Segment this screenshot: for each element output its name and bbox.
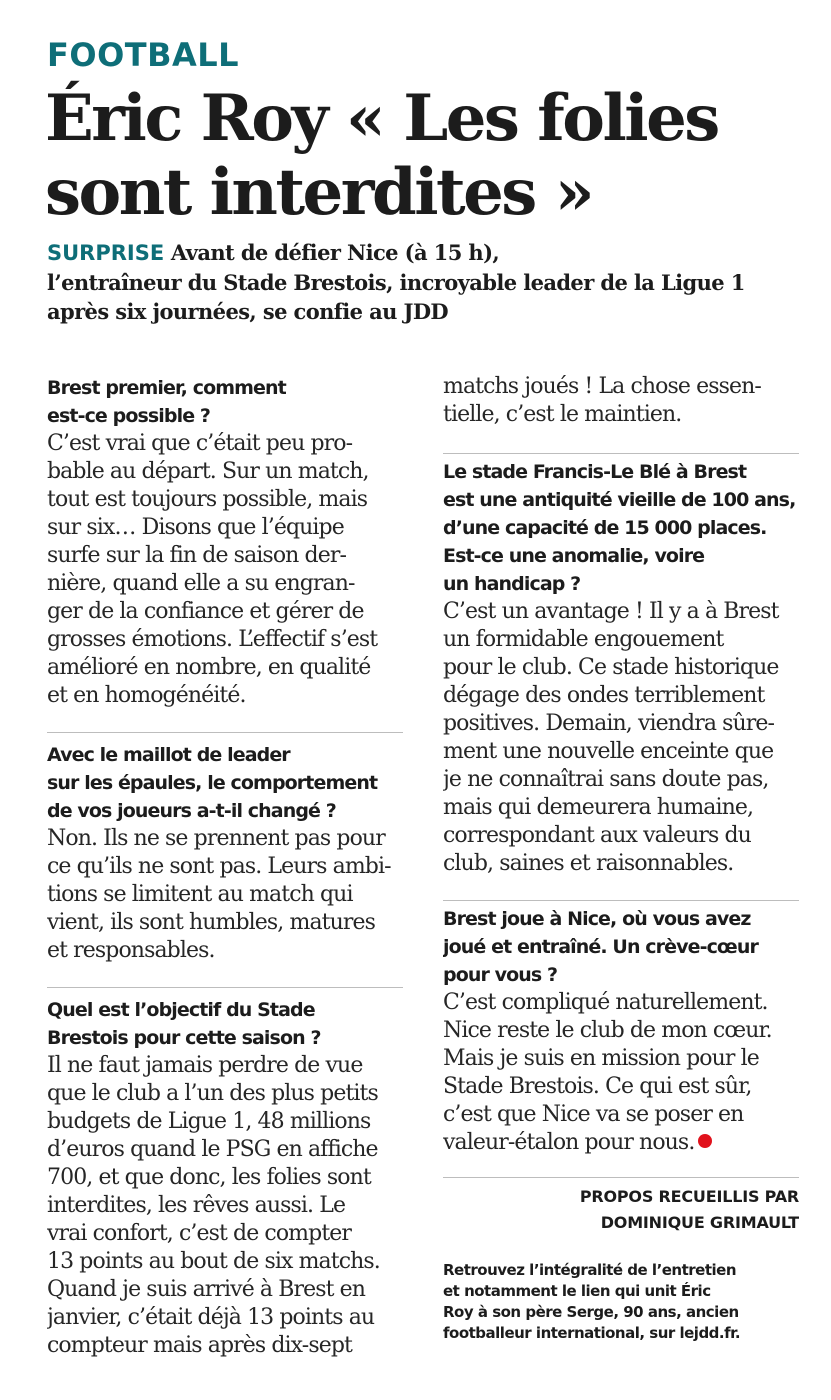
section-rubric: FOOTBALL bbox=[47, 36, 240, 74]
answer-line: je ne connaîtrai sans doute pas, bbox=[443, 767, 769, 792]
headline bbox=[45, 82, 825, 230]
answer-line: ment une nouvelle enceinte que bbox=[443, 739, 774, 764]
answer-line: positives. Demain, viendra sûre- bbox=[443, 711, 775, 736]
question-line: est-ce possible ? bbox=[47, 405, 211, 427]
answer-line: Nice reste le club de mon cœur. bbox=[443, 1018, 772, 1043]
answer-line: tout est toujours possible, mais bbox=[47, 487, 368, 512]
answer-line: c’est que Nice va se poser en bbox=[443, 1102, 744, 1127]
answer-line: Non. Ils ne se prennent pas pour bbox=[47, 826, 385, 851]
answer-line: compteur mais après dix-sept bbox=[47, 1333, 352, 1358]
answer-line: C’est vrai que c’était peu pro- bbox=[47, 431, 353, 456]
answer-line: pour le club. Ce stade historique bbox=[443, 655, 779, 680]
divider bbox=[443, 900, 799, 901]
answer-2 bbox=[47, 825, 403, 965]
standfirst-line: après six journées, se confie au JDD bbox=[47, 299, 449, 324]
answer-line: surfe sur la fin de saison der- bbox=[47, 543, 346, 568]
headline-line: sont interdites » bbox=[45, 155, 593, 230]
question-line: d’une capacité de 15 000 places. bbox=[443, 517, 767, 539]
answer-3-continued bbox=[443, 373, 799, 429]
answer-line: et responsables. bbox=[47, 938, 215, 963]
answer-line: vient, ils sont humbles, matures bbox=[47, 910, 376, 935]
answer-line: 700, et que donc, les folies sont bbox=[47, 1165, 371, 1190]
byline-line: DOMINIQUE GRIMAULT bbox=[600, 1213, 799, 1232]
divider bbox=[443, 453, 799, 454]
answer-line: que le club a l’un des plus petits bbox=[47, 1081, 378, 1106]
answer-line: bable au départ. Sur un match, bbox=[47, 459, 369, 484]
answer-line: 13 points au bout de six matchs. bbox=[47, 1249, 380, 1274]
answer-line: matchs joués ! La chose essen- bbox=[443, 374, 761, 399]
answer-line: Quand je suis arrivé à Brest en bbox=[47, 1277, 366, 1302]
footnote-line: et notamment le lien qui unit Éric bbox=[443, 1282, 711, 1300]
question-line: Brest joue à Nice, où vous avez bbox=[443, 908, 751, 930]
divider bbox=[47, 732, 403, 733]
question-line: Est-ce une anomalie, voire bbox=[443, 545, 705, 567]
answer-line: club, saines et raisonnables. bbox=[443, 851, 734, 876]
question-line: est une antiquité vieille de 100 ans, bbox=[443, 489, 796, 511]
question-4 bbox=[443, 458, 799, 598]
standfirst-kicker: SURPRISE bbox=[47, 241, 165, 265]
standfirst-text: Avant de défier Nice (à 15 h), bbox=[170, 240, 500, 265]
article-column-left bbox=[47, 374, 403, 1360]
question-line: joué et entraîné. Un crève-cœur bbox=[443, 936, 758, 958]
byline-line: PROPOS RECUEILLIS PAR bbox=[579, 1187, 799, 1206]
answer-line: C’est un avantage ! Il y a à Brest bbox=[443, 599, 779, 624]
question-line: pour vous ? bbox=[443, 964, 558, 986]
byline bbox=[443, 1184, 799, 1236]
answer-line: ger de la confiance et gérer de bbox=[47, 599, 364, 624]
answer-line: Stade Brestois. Ce qui est sûr, bbox=[443, 1074, 752, 1099]
answer-line: ce qu’ils ne sont pas. Leurs ambi- bbox=[47, 854, 391, 879]
answer-line: tielle, c’est le maintien. bbox=[443, 402, 682, 427]
answer-3 bbox=[47, 1052, 403, 1360]
divider bbox=[443, 1177, 799, 1178]
answer-line: dégage des ondes terriblement bbox=[443, 683, 765, 708]
end-of-article-dot-icon bbox=[698, 1134, 712, 1148]
question-line: Brest premier, comment bbox=[47, 377, 286, 399]
answer-4 bbox=[443, 598, 799, 878]
answer-last-line bbox=[443, 1129, 799, 1157]
answer-5 bbox=[443, 989, 799, 1157]
standfirst-line: l’entraîneur du Stade Brestois, incroyable leader de la Ligue 1 bbox=[47, 270, 745, 295]
answer-line: interdites, les rêves aussi. Le bbox=[47, 1193, 346, 1218]
divider bbox=[47, 987, 403, 988]
question-3 bbox=[47, 996, 403, 1052]
footnote-line: Roy à son père Serge, 90 ans, ancien bbox=[443, 1303, 739, 1321]
answer-line: budgets de Ligue 1, 48 millions bbox=[47, 1109, 371, 1134]
question-line: Avec le maillot de leader bbox=[47, 744, 290, 766]
answer-line: C’est compliqué naturellement. bbox=[443, 990, 768, 1015]
footnote-line: footballeur international, sur lejdd.fr. bbox=[443, 1324, 741, 1342]
question-line: Le stade Francis-Le Blé à Brest bbox=[443, 461, 747, 483]
answer-line: tions se limitent au match qui bbox=[47, 882, 353, 907]
headline-line: Éric Roy « Les folies bbox=[45, 81, 718, 156]
answer-line: correspondant aux valeurs du bbox=[443, 823, 751, 848]
answer-line: amélioré en nombre, en qualité bbox=[47, 655, 371, 680]
question-line: Quel est l’objectif du Stade bbox=[47, 999, 315, 1021]
answer-line: sur six… Disons que l’équipe bbox=[47, 515, 344, 540]
answer-line: janvier, c’était déjà 13 points au bbox=[47, 1305, 375, 1330]
question-line: sur les épaules, le comportement bbox=[47, 772, 378, 794]
article-column-right bbox=[443, 373, 799, 1344]
answer-line: d’euros quand le PSG en affiche bbox=[47, 1137, 378, 1162]
footnote-line: Retrouvez l’intégralité de l’entretien bbox=[443, 1261, 737, 1279]
footnote bbox=[443, 1260, 799, 1344]
answer-line: valeur-étalon pour nous. bbox=[443, 1130, 695, 1155]
question-line: un handicap ? bbox=[443, 573, 581, 595]
answer-line: et en homogénéité. bbox=[47, 683, 246, 708]
answer-line: nière, quand elle a su engran- bbox=[47, 571, 355, 596]
question-5 bbox=[443, 905, 799, 989]
question-line: de vos joueurs a-t-il changé ? bbox=[47, 800, 336, 822]
question-2 bbox=[47, 741, 403, 825]
answer-line: un formidable engouement bbox=[443, 627, 724, 652]
standfirst bbox=[47, 238, 827, 326]
answer-line: Il ne faut jamais perdre de vue bbox=[47, 1053, 363, 1078]
answer-1 bbox=[47, 430, 403, 710]
answer-line: Mais je suis en mission pour le bbox=[443, 1046, 759, 1071]
question-1 bbox=[47, 374, 403, 430]
answer-line: vrai confort, c’est de compter bbox=[47, 1221, 351, 1246]
question-line: Brestois pour cette saison ? bbox=[47, 1027, 321, 1049]
answer-line: grosses émotions. L’effectif s’est bbox=[47, 627, 378, 652]
answer-line: mais qui demeurera humaine, bbox=[443, 795, 754, 820]
